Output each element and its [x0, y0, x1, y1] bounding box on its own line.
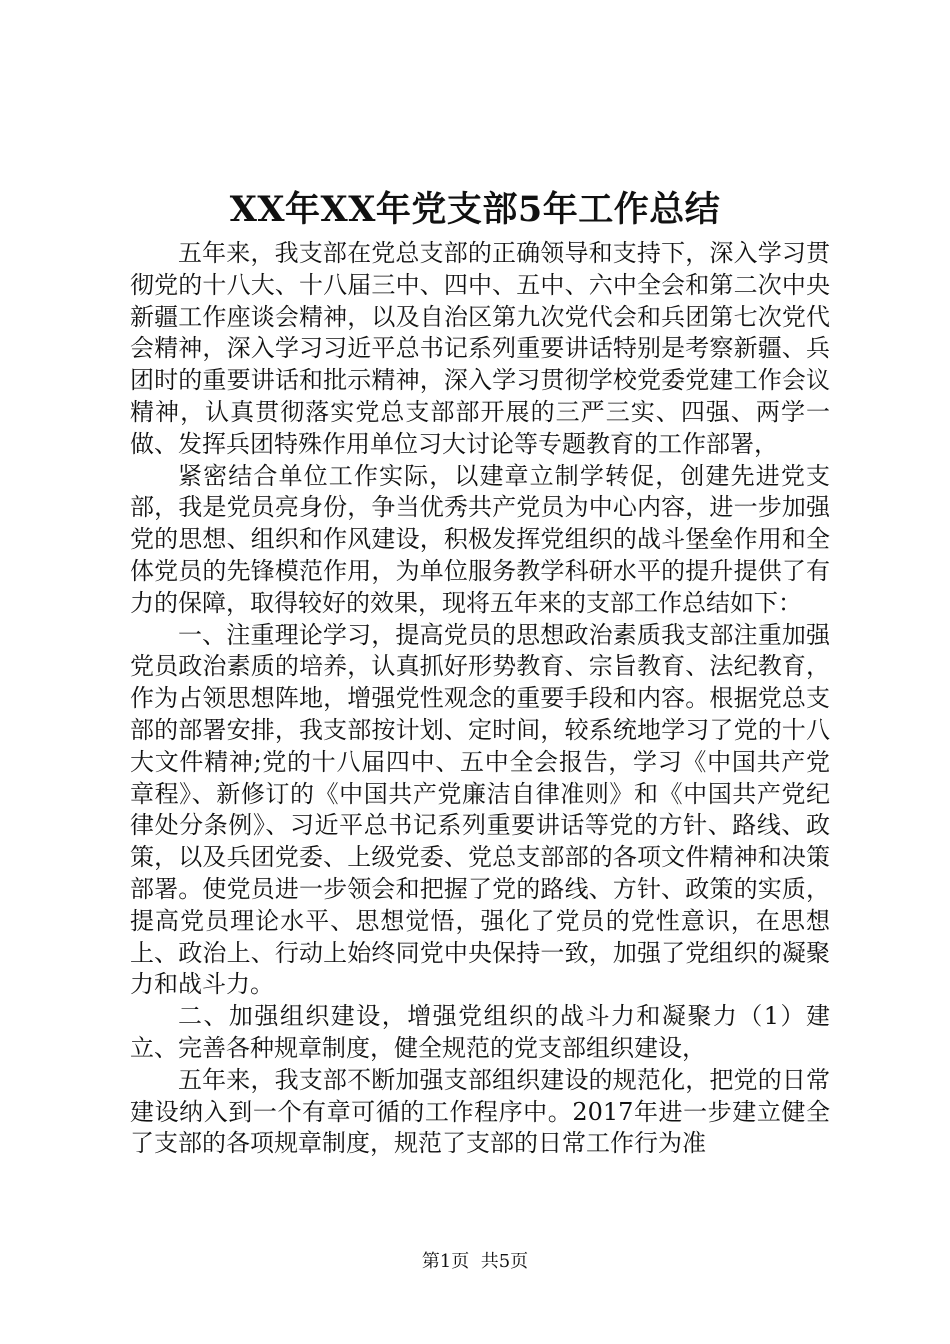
paragraph-section-one: 一、注重理论学习，提高党员的思想政治素质我支部注重加强党员政治素质的培养，认真抓好形势教育、宗旨教育、法纪教育，作为占领思想阵地，增强党性观念的重要手段和内容。根据党总支部的部署安排，我支部按计划、定时间，较系统地学习了党的十八大文件精神;党的十八届四中、五中全会报告，学习《中国共产党章程》、新修订的《中国共产党廉洁自律准则》和《中国共产党纪律处分条例》、习近平总书记系列重要讲话等党的方针、路线、政策，以及兵团党委、上级党委、党总支部部的各项文件精神和决策部署。使党员进一步领会和把握了党的路线、方针、政策的实质，提高党员理论水平、思想觉悟，强化了党员的党性意识，在思想上、政治上、行动上始终同党中央保持一致，加强了党组织的凝聚力和战斗力。 — [130, 620, 830, 999]
paragraph-section-two-heading: 二、加强组织建设，增强党组织的战斗力和凝聚力（1）建立、完善各种规章制度，健全规范的党支部组织建设， — [130, 1002, 830, 1062]
paragraph-section-two-body: 五年来，我支部不断加强支部组织建设的规范化，把党的日常建设纳入到一个有章可循的工作程序中。2017年进一步建立健全了支部的各项规章制度，规范了支部的日常工作行为准 — [130, 1065, 830, 1158]
paragraph-context: 紧密结合单位工作实际，以建章立制学转促，创建先进党支部，我是党员亮身份，争当优秀共产党员为中心内容，进一步加强党的思想、组织和作风建设，积极发挥党组织的战斗堡垒作用和全体党员的先锋模范作用，为单位服务教学科研水平的提升提供了有力的保障，取得较好的效果，现将五年来的支部工作总结如下： — [130, 461, 830, 617]
page-total: 共5页 — [480, 1251, 529, 1272]
paragraph-intro: 五年来，我支部在党总支部的正确领导和支持下，深入学习贯彻党的十八大、十八届三中、四中、五中、六中全会和第二次中央新疆工作座谈会精神，以及自治区第九次党代会和兵团第七次党代会精神，深入学习习近平总书记系列重要讲话特别是考察新疆、兵团时的重要讲话和批示精神，深入学习贯彻学校党委党建工作会议精神，认真贯彻落实党总支部部开展的三严三实、四强、两学一做、发挥兵团特殊作用单位习大讨论等专题教育的工作部署， — [130, 239, 830, 458]
page-number: 第1页 — [421, 1251, 470, 1272]
footer-spacer — [469, 1251, 480, 1272]
page-footer — [0, 1250, 950, 1274]
document-title: XX年XX年党支部5年工作总结 — [229, 189, 721, 230]
document-body — [130, 238, 830, 1160]
